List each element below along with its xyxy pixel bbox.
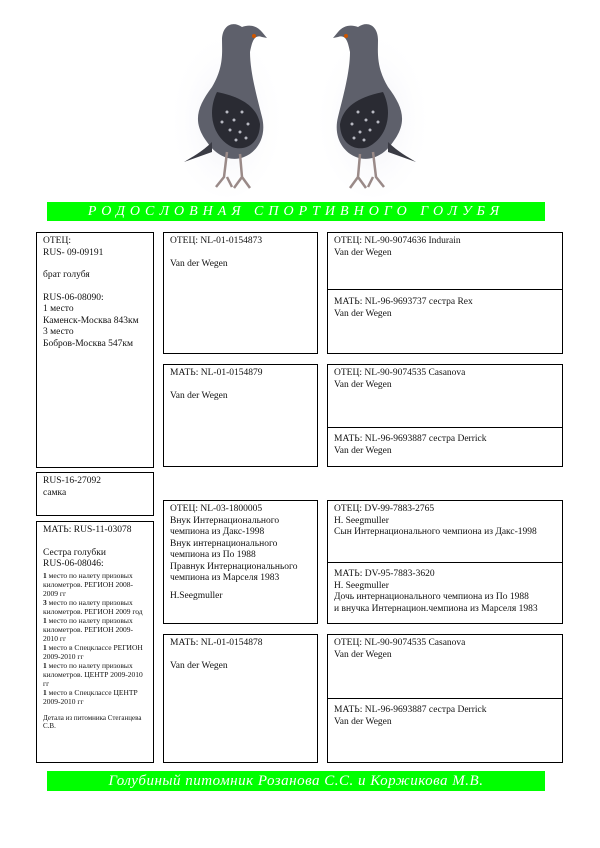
gen3-fmf-title: ОТЕЦ: NL-90-9074535 Casanova	[334, 368, 466, 378]
gen3-ffm-breeder: Van der Wegen	[334, 308, 392, 319]
gen2-ff-title: ОТЕЦ: NL-01-0154873	[170, 236, 263, 246]
achievement: 1 место по налету призовых километров. РЕГИОН 2009-2010 гг	[43, 615, 133, 643]
gen2-ff-box	[163, 232, 318, 354]
gen3-fmm-title: МАТЬ: NL-96-9693887 сестра Derrick	[334, 434, 487, 444]
self-box	[36, 472, 154, 516]
gen2-mf-breeder: H.Seegmuller	[170, 590, 223, 601]
achievement: 1 место по налету призовых километров. ЦЕНТР 2009-2010 гг	[43, 660, 143, 688]
mother-box	[36, 521, 154, 763]
father-label: ОТЕЦ:	[43, 236, 71, 246]
gen3-fmf-breeder: Van der Wegen	[334, 379, 392, 390]
gen3-fff-breeder: Van der Wegen	[334, 247, 392, 258]
gen3-fmm-breeder: Van der Wegen	[334, 445, 392, 456]
father-note: брат голубя	[43, 270, 90, 280]
gen2-mm-title: МАТЬ: NL-01-0154878	[170, 638, 263, 648]
result-line: Бобров-Москва 547км	[43, 338, 134, 349]
father-box	[36, 232, 154, 468]
gen2-mf-line: Правнук Интернациональнього чемпиона из Марселя 1983	[170, 561, 298, 583]
mother-note: Сестра голубки	[43, 547, 106, 558]
brother-ring: RUS-06-08090:	[43, 292, 104, 303]
divider	[328, 562, 562, 563]
gen3-mmf-title: ОТЕЦ: NL-90-9074535 Casanova	[334, 638, 466, 648]
gen2-mm-breeder: Van der Wegen	[170, 660, 228, 671]
divider	[328, 427, 562, 428]
gen3-mfm-title: МАТЬ: DV-95-7883-3620	[334, 569, 435, 579]
self-ring: RUS-16-27092	[43, 476, 102, 486]
loft-name-banner: Голубиный питомник Розанова С.С. и Коржикова М.В.	[47, 771, 545, 791]
pedigree-title-banner: РОДОСЛОВНАЯ СПОРТИВНОГО ГОЛУБЯ	[47, 202, 545, 221]
gen3-mmm-title: МАТЬ: NL-96-9693887 сестра Derrick	[334, 705, 487, 715]
gen2-mm-box	[163, 634, 318, 763]
achievement: 1 место по налету призовых километров. РЕГИОН 2008-2009 гг	[43, 570, 133, 598]
gen3-mm-box	[327, 634, 563, 763]
gen2-mf-line: Внук интернационального чемпиона из По 1988	[170, 538, 278, 560]
result-line: 1 место	[43, 304, 74, 314]
gen3-ff-box	[327, 232, 563, 354]
self-sex: самка	[43, 487, 67, 498]
pigeon-photo-left	[172, 12, 282, 197]
gen2-fm-title: МАТЬ: NL-01-0154879	[170, 368, 263, 378]
divider	[328, 289, 562, 290]
gen3-mff-title: ОТЕЦ: DV-99-7883-2765	[334, 504, 435, 514]
gen2-mf-line: Внук Интернационального чемпиона из Дакс-1998	[170, 515, 280, 537]
result-line: 3 место	[43, 327, 74, 337]
gen3-mff-breeder: H. Seegmuller	[334, 515, 389, 526]
gen3-mf-box	[327, 500, 563, 624]
gen2-fm-box	[163, 364, 318, 467]
gen3-mfm-breeder: H. Seegmuller	[334, 580, 389, 591]
sister-ring: RUS-06-08046:	[43, 559, 104, 569]
gen2-ff-breeder: Van der Wegen	[170, 258, 228, 269]
gen3-mmf-breeder: Van der Wegen	[334, 649, 392, 660]
origin-note: Детала из питомника Стеганцева С.В.	[43, 713, 142, 731]
result-line: Каменск-Москва 843км	[43, 315, 139, 326]
achievement: 3 место по налету призовых километров. РЕГИОН 2009 год	[43, 597, 143, 616]
gen3-mfm-note: и внучка Интернацион.чемпиона из Марселя 1983	[334, 603, 538, 614]
gen3-mmm-breeder: Van der Wegen	[334, 716, 392, 727]
father-ring: RUS- 09-09191	[43, 247, 104, 258]
mother-label: МАТЬ: RUS-11-03078	[43, 525, 132, 535]
divider	[328, 698, 562, 699]
achievement: 1 место в Спецклассе РЕГИОН 2009-2010 гг	[43, 642, 143, 661]
gen3-mff-note: Сын Интернационального чемпиона из Дакс-1998	[334, 527, 537, 537]
gen2-fm-breeder: Van der Wegen	[170, 390, 228, 401]
gen2-mf-box	[163, 500, 318, 624]
gen3-ffm-title: МАТЬ: NL-96-9693737 сестра Rex	[334, 297, 473, 307]
achievement: 1 место в Спецклассе ЦЕНТР 2009-2010 гг	[43, 687, 138, 706]
gen3-fm-box	[327, 364, 563, 467]
gen2-mf-title: ОТЕЦ: NL-03-1800005	[170, 504, 263, 514]
pigeon-photo-right	[318, 12, 428, 197]
gen3-mfm-note: Дочь интернационального чемпиона из По 1988	[334, 592, 529, 602]
gen3-fff-title: ОТЕЦ: NL-90-9074636 Indurain	[334, 236, 461, 246]
